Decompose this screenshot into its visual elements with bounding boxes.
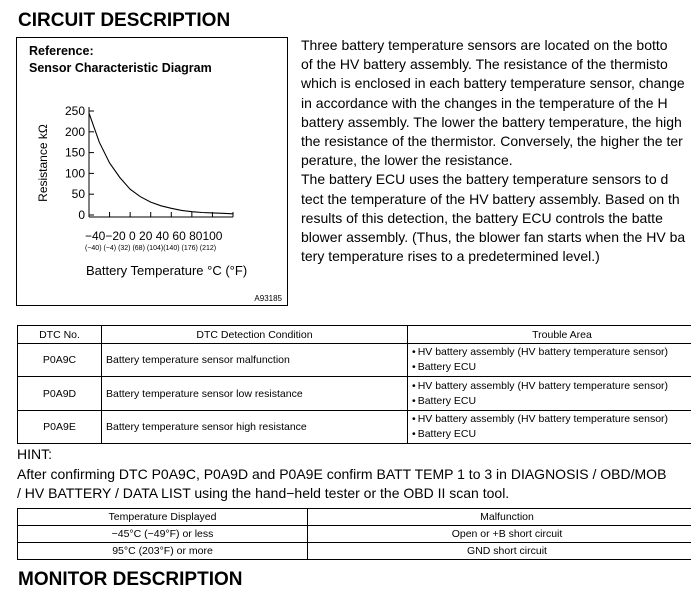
sensor-characteristic-chart <box>17 38 287 305</box>
hint-label: HINT: <box>17 445 52 464</box>
dtc-trouble-area <box>408 377 691 411</box>
malfunction-table <box>17 508 691 560</box>
x-tick-labels-celsius: −40−20 0 20 40 60 80100 <box>85 229 223 243</box>
description-line: of the HV battery assembly. The resistance of the thermisto <box>301 55 685 74</box>
table-row <box>18 344 691 377</box>
dtc-table <box>17 325 691 444</box>
description-line: battery assembly. The lower the battery temperature, the high <box>301 113 685 132</box>
reference-label: Reference: <box>29 42 94 60</box>
description-line: The battery ECU uses the battery temperature sensors to d <box>301 170 685 189</box>
dtc-code: P0A9E <box>18 411 102 444</box>
dtc-table-header <box>18 326 691 344</box>
reference-title: Sensor Characteristic Diagram <box>29 59 212 77</box>
malfunction: GND short circuit <box>308 543 691 560</box>
circuit-description-heading: CIRCUIT DESCRIPTION <box>18 10 230 32</box>
header-malfunction: Malfunction <box>308 509 691 526</box>
hint-line-2: / HV BATTERY / DATA LIST using the hand−held tester or the OBD II scan tool. <box>17 484 509 503</box>
description-line: tect the temperature of the HV battery assembly. Based on th <box>301 190 685 209</box>
header-dtc-no: DTC No. <box>18 326 102 344</box>
description-line: the resistance of the thermistor. Conversely, the higher the ter <box>301 132 685 151</box>
trouble-area-item: • HV battery assembly (HV battery temperature sensor) <box>412 412 691 427</box>
description-line: perature, the lower the resistance. <box>301 151 685 170</box>
description-line: in accordance with the changes in the temperature of the H <box>301 94 685 113</box>
y-tick-label: 0 <box>78 208 85 222</box>
table-row <box>18 526 691 543</box>
description-line: blower assembly. (Thus, the blower fan starts when the HV ba <box>301 228 685 247</box>
circuit-description-text <box>301 36 685 266</box>
dtc-condition: Battery temperature sensor malfunction <box>102 344 408 377</box>
dtc-trouble-area <box>408 344 691 377</box>
description-line: tery temperature rises to a predetermined level.) <box>301 247 685 266</box>
monitor-description-heading: MONITOR DESCRIPTION <box>18 569 243 591</box>
header-detection-condition: DTC Detection Condition <box>102 326 408 344</box>
y-tick-label: 150 <box>65 146 85 160</box>
y-axis-label: Resistance kΩ <box>36 124 50 202</box>
resistance-curve <box>89 113 233 214</box>
trouble-area-item: • Battery ECU <box>412 427 691 442</box>
trouble-area-item: • Battery ECU <box>412 394 691 409</box>
y-tick-label: 50 <box>72 187 86 201</box>
description-line: results of this detection, the battery ECU controls the batte <box>301 209 685 228</box>
x-axis-label: Battery Temperature °C (°F) <box>86 263 247 278</box>
dtc-condition: Battery temperature sensor low resistance <box>102 377 408 411</box>
temperature-displayed: −45°C (−49°F) or less <box>18 526 308 543</box>
reference-diagram-box <box>16 37 288 306</box>
dtc-trouble-area <box>408 411 691 444</box>
y-tick-label: 200 <box>65 125 85 139</box>
trouble-area-item: • HV battery assembly (HV battery temperature sensor) <box>412 379 691 394</box>
figure-id: A93185 <box>254 294 282 303</box>
malfunction: Open or +B short circuit <box>308 526 691 543</box>
description-line: which is enclosed in each battery temperature sensor, change <box>301 74 685 93</box>
dtc-code: P0A9D <box>18 377 102 411</box>
trouble-area-item: • Battery ECU <box>412 360 691 375</box>
header-trouble-area: Trouble Area <box>408 326 691 344</box>
y-tick-label: 100 <box>65 166 85 180</box>
table-row <box>18 411 691 444</box>
malfunction-table-header <box>18 509 691 526</box>
description-line: Three battery temperature sensors are located on the botto <box>301 36 685 55</box>
x-tick-labels-fahrenheit: (−40) (−4) (32) (68) (104)(140) (176) (212) <box>85 245 216 252</box>
hint-line-1: After confirming DTC P0A9C, P0A9D and P0A9E confirm BATT TEMP 1 to 3 in DIAGNOSIS / OBD/MOB <box>17 465 666 484</box>
dtc-code: P0A9C <box>18 344 102 377</box>
trouble-area-item: • HV battery assembly (HV battery temperature sensor) <box>412 345 691 360</box>
header-temperature-displayed: Temperature Displayed <box>18 509 308 526</box>
table-row <box>18 377 691 411</box>
y-tick-label: 250 <box>65 104 85 118</box>
dtc-condition: Battery temperature sensor high resistance <box>102 411 408 444</box>
temperature-displayed: 95°C (203°F) or more <box>18 543 308 560</box>
table-row <box>18 543 691 560</box>
